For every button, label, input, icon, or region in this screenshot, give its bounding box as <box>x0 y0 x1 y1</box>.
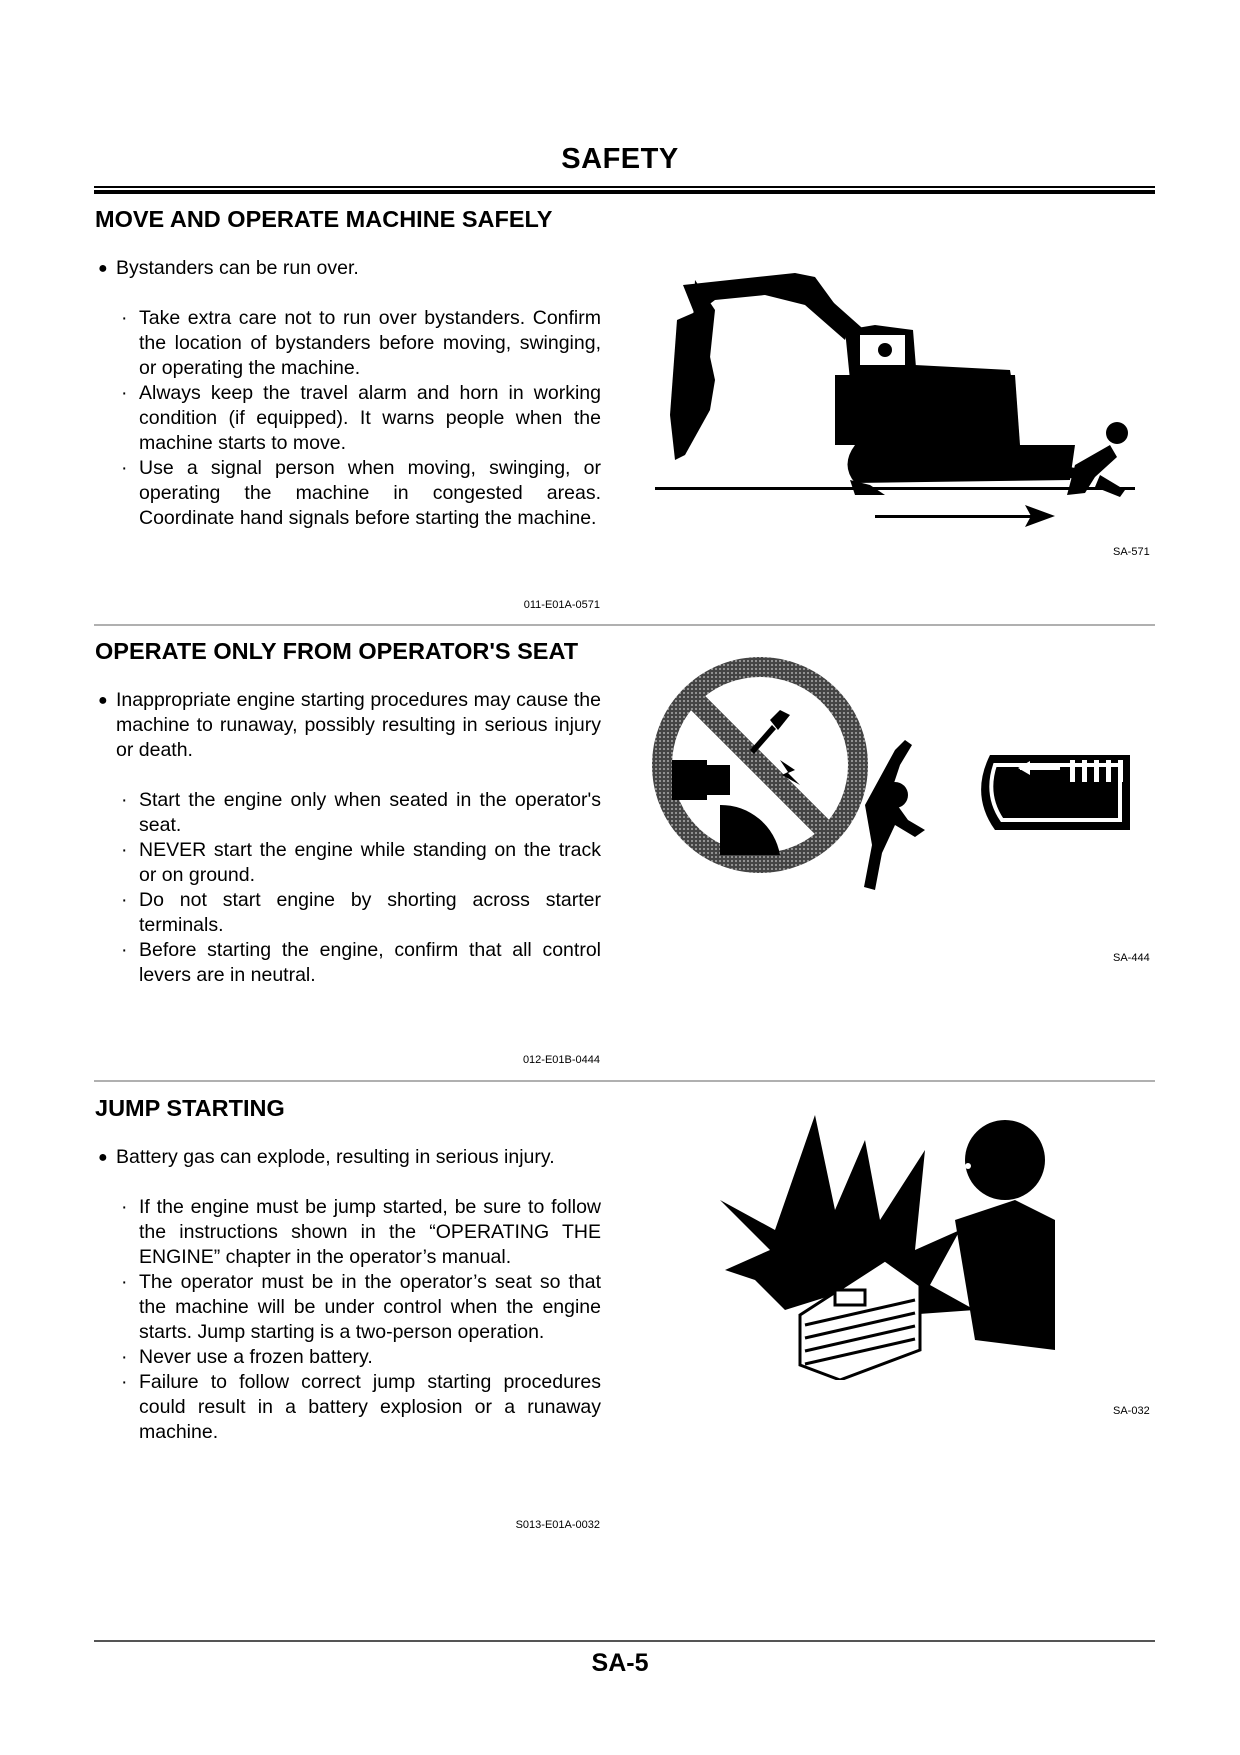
list-item: · Failure to follow correct jump starting procedures could result in a battery explosion or a runaway machine. <box>121 1371 601 1443</box>
list-item: · Use a signal person when moving, swinging, or operating the machine in congested areas. Coordinate hand signals before starting the machine. <box>121 457 601 529</box>
document-code: 011-E01A-0571 <box>523 599 600 611</box>
battery-explosion-illustration <box>715 1110 1065 1380</box>
section-divider <box>94 1080 1155 1082</box>
sub-list <box>95 306 601 531</box>
section-jump-starting <box>95 1095 601 1445</box>
list-item: · NEVER start the engine while standing on the track or on ground. <box>121 839 601 886</box>
section-operator-seat <box>95 638 601 988</box>
no-shorting-illustration <box>650 655 1150 900</box>
figure-label: SA-444 <box>1113 952 1150 964</box>
page-title: SAFETY <box>561 143 679 175</box>
bullet-dot: ● <box>98 692 108 709</box>
section-title: OPERATE ONLY FROM OPERATOR'S SEAT <box>95 638 579 664</box>
figure-label: SA-032 <box>1113 1405 1150 1417</box>
intro-text: Bystanders can be run over. <box>116 257 359 279</box>
section-divider <box>94 624 1155 626</box>
figure-label: SA-571 <box>1113 546 1150 558</box>
sub-list <box>95 1195 601 1445</box>
document-code: S013-E01A-0032 <box>515 1519 600 1531</box>
intro-bullet <box>95 688 601 763</box>
sub-list <box>95 788 601 988</box>
document-code: 012-E01B-0444 <box>522 1054 600 1066</box>
list-item: · If the engine must be jump started, be sure to follow the instructions shown in the “OPERATING THE ENGINE” chapter in the operator’s manual. <box>121 1196 601 1268</box>
header-rule-thick <box>94 190 1155 194</box>
list-item: · The operator must be in the operator’s seat so that the machine will be under control when the engine starts. Jump starting is a two-person operation. <box>121 1271 601 1343</box>
section-move-operate <box>95 206 601 531</box>
intro-text: Inappropriate engine starting procedures may cause the machine to runaway, possibly resulting in serious injury or death. <box>116 689 601 761</box>
page-number: SA-5 <box>591 1649 649 1677</box>
list-item: · Start the engine only when seated in the operator's seat. <box>121 789 601 836</box>
list-item: · Never use a frozen battery. <box>121 1346 373 1368</box>
list-item: · Do not start engine by shorting across starter terminals. <box>121 889 601 936</box>
intro-bullet <box>95 256 601 281</box>
bullet-dot: ● <box>98 1149 108 1166</box>
bullet-dot: ● <box>98 260 108 277</box>
excavator-illustration <box>655 265 1145 540</box>
section-title: JUMP STARTING <box>95 1095 285 1121</box>
list-item: · Take extra care not to run over bystanders. Confirm the location of bystanders before moving, swinging, or operating the machine. <box>121 307 601 379</box>
footer-rule <box>94 1640 1155 1642</box>
section-title: MOVE AND OPERATE MACHINE SAFELY <box>95 206 553 232</box>
list-item: · Before starting the engine, confirm that all control levers are in neutral. <box>121 939 601 986</box>
intro-bullet <box>95 1145 601 1170</box>
header-rule <box>94 186 1155 188</box>
list-item: · Always keep the travel alarm and horn in working condition (if equipped). It warns people when the machine starts to move. <box>121 382 601 454</box>
intro-text: Battery gas can explode, resulting in serious injury. <box>116 1146 555 1168</box>
